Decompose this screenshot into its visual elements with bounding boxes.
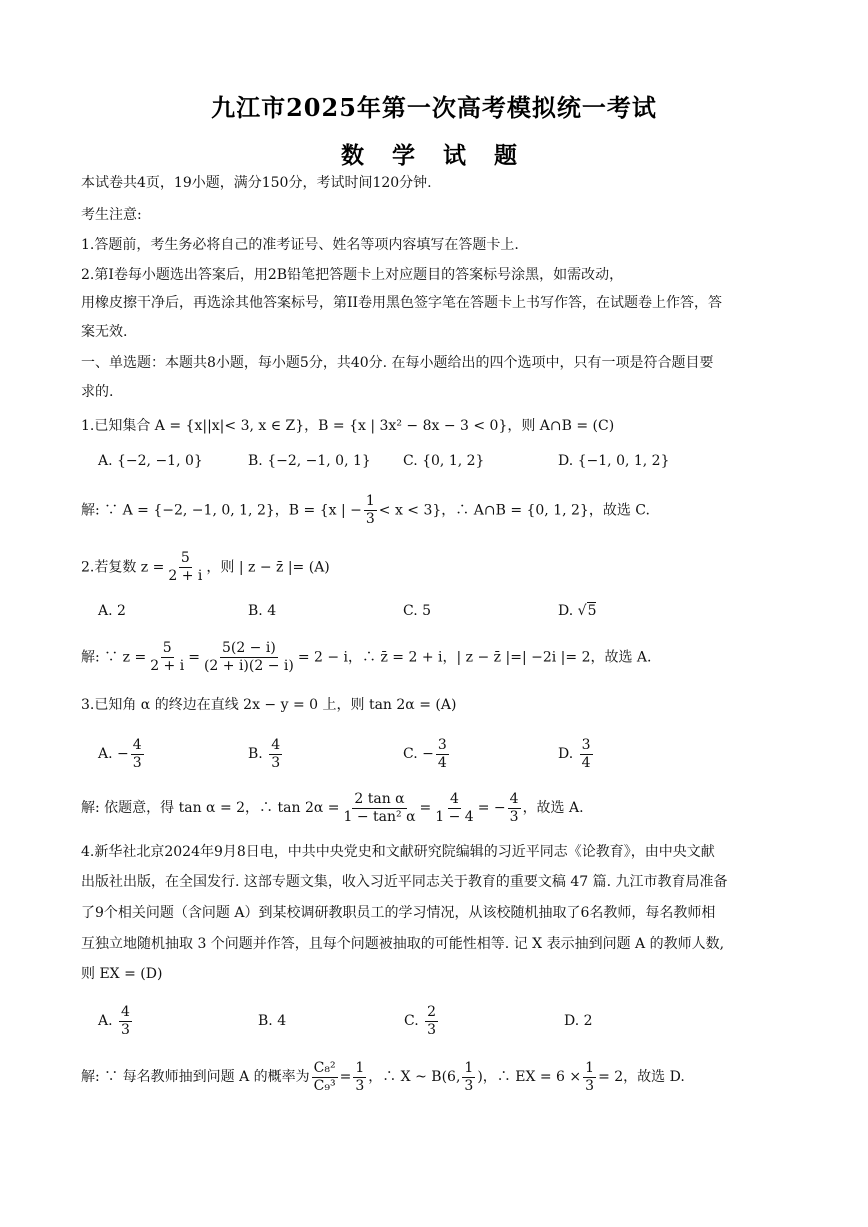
option-b: B. 4: [248, 603, 277, 619]
option-d: D. √5: [558, 603, 597, 619]
numerator: 4: [132, 736, 142, 753]
fraction: [580, 737, 593, 772]
question-3-stem: 3.已知角 α 的终边在直线 2x − y = 0 上，则 tan 2α = (A): [81, 697, 457, 713]
numerator: 5: [162, 640, 172, 656]
option-b: B. 4: [258, 1013, 287, 1029]
fraction: [269, 737, 282, 772]
solution-text: 解: ∵ z =: [81, 649, 147, 666]
notice-item-2-end: 案无效.: [81, 324, 128, 340]
denominator: 4: [581, 754, 591, 771]
option-label: D.: [558, 746, 578, 762]
option-a: A. 2: [98, 603, 126, 619]
numerator: 4: [450, 790, 459, 807]
option-label: C.: [404, 1013, 424, 1029]
intro-text: 本试卷共4页，19小题，满分150分，考试时间120分钟.: [81, 175, 432, 191]
solution-text: = −: [477, 800, 506, 816]
denominator: (2 + i)(2 − i): [203, 658, 294, 674]
option-c: C. 5: [403, 603, 432, 619]
option-a: [98, 1000, 134, 1042]
notice-item-2-cont: 用橡皮擦干净后，再选涂其他答案标号，第II卷用黑色签字笔在答题卡上书写作答，在试题卷上作答，答: [81, 295, 723, 311]
question-1-solution: [81, 493, 786, 528]
option-label: D.: [558, 603, 578, 619]
denominator: 2 + i: [150, 658, 185, 674]
denominator: 3: [427, 1021, 437, 1038]
question-2-stem: [81, 550, 786, 585]
solution-text: 解: 依题意，得 tan α = 2，∴ tan 2α =: [81, 800, 340, 816]
option-d: D. {−1, 0, 1, 2}: [558, 453, 670, 469]
sqrt-radicand: 5: [587, 603, 597, 619]
option-label: A.: [98, 1013, 118, 1029]
question-4-options: [98, 1000, 788, 1042]
fraction: [166, 550, 204, 585]
fraction: [353, 1060, 366, 1095]
numerator: 3: [437, 736, 447, 753]
solution-text: = 2，故选 D.: [598, 1069, 685, 1085]
notice-item-1: 1.答题前，考生务必将自己的准考证号、姓名等项内容填写在答题卡上.: [81, 237, 519, 253]
fraction: [583, 1060, 596, 1095]
question-2-solution: [81, 640, 786, 675]
option-label: B.: [248, 746, 268, 762]
question-2-options: [98, 603, 788, 637]
denominator: 1 − tan² α: [343, 808, 416, 825]
solution-text: ，∴ X ~ B(6,: [368, 1069, 461, 1085]
option-b: B. {−2, −1, 0, 1}: [248, 453, 371, 469]
fraction: [433, 791, 475, 826]
notice-heading: 考生注意:: [81, 207, 142, 223]
option-label: C. −: [403, 746, 434, 762]
question-3-solution: [81, 790, 786, 826]
denominator: 3: [509, 808, 519, 825]
question-4-stem-line-3: 了9个相关问题（含问题 A）到某校调研教职员工的学习情况，从该校随机抽取了6名教师，每名教师相: [81, 905, 716, 921]
option-a: [98, 734, 146, 774]
solution-text: = 2 − i，∴ z̄ = 2 + i，| z − z̄ |=| −2i |= 2，故选 A.: [297, 649, 652, 666]
solution-text: 解: ∵ A = {−2, −1, 0, 1, 2}，B = {x | −: [81, 502, 362, 519]
question-1-stem: 1.已知集合 A = {x||x|< 3, x ∈ Z}，B = {x | 3x² − 8x − 3 < 0}，则 A∩B = (C): [81, 418, 615, 434]
exam-title: 九江市2025年第一次高考模拟统一考试: [211, 93, 657, 122]
section-heading-cont: 求的.: [81, 384, 114, 400]
question-4-solution: [81, 1058, 786, 1096]
option-d: [558, 734, 595, 774]
question-4-stem-line-1: 4.新华社北京2024年9月8日电，中共中央党史和文献研究院编辑的习近平同志《论教育》，由中央文献: [81, 844, 715, 860]
fraction: [508, 791, 521, 826]
numerator: 1: [464, 1059, 474, 1076]
numerator: 4: [121, 1003, 130, 1020]
fraction: [119, 1004, 132, 1039]
option-label: A. −: [98, 746, 129, 762]
numerator: 5: [180, 550, 190, 566]
solution-text: )，∴ EX = 6 ×: [477, 1069, 582, 1085]
denominator: 3: [132, 754, 142, 771]
fraction: [202, 640, 296, 675]
question-1-options: [98, 453, 788, 487]
numerator: 4: [271, 736, 281, 753]
numerator: 2 tan α: [354, 790, 405, 807]
numerator: 1: [355, 1059, 365, 1076]
option-c: [403, 734, 451, 774]
stem-text: ，则 | z − z̄ |= (A): [206, 559, 330, 576]
section-heading: 一、单选题：本题共8小题，每小题5分，共40分. 在每小题给出的四个选项中，只有一项是符合题目要: [81, 355, 714, 371]
option-b: [248, 734, 284, 774]
option-d: D. 2: [564, 1013, 593, 1029]
fraction: [131, 737, 144, 772]
fraction: [436, 737, 449, 772]
denominator: C₉³: [313, 1077, 336, 1094]
numerator: C₈²: [313, 1059, 336, 1076]
fraction: [462, 1060, 475, 1095]
solution-text: 解: ∵ 每名教师抽到问题 A 的概率为: [81, 1069, 310, 1085]
question-4-stem-line-4: 互独立地随机抽取 3 个问题并作答，且每个问题被抽取的可能性相等. 记 X 表示抽到问题 A 的教师人数,: [81, 936, 725, 952]
notice-item-2: 2.第Ⅰ卷每小题选出答案后，用2B铅笔把答题卡上对应题目的答案标号涂黑，如需改动，: [81, 267, 624, 283]
denominator: 4: [437, 754, 447, 771]
question-4-stem-line-5: 则 EX = (D): [81, 966, 163, 982]
denominator: 3: [121, 1021, 130, 1038]
fraction: [341, 791, 417, 826]
fraction: [148, 640, 186, 675]
question-4-stem-line-2: 出版社出版，在全国发行. 这部专题文集，收入习近平同志关于教育的重要文稿 47 篇. 九江市教育局准备: [81, 874, 728, 890]
numerator: 1: [365, 493, 375, 509]
question-3-options: [98, 734, 788, 774]
numerator: 5(2 − i): [221, 640, 276, 656]
option-c: [404, 1000, 440, 1042]
denominator: 3: [355, 1077, 365, 1094]
exam-subtitle: 数 学 试 题: [340, 142, 528, 169]
solution-text: =: [419, 800, 432, 816]
denominator: 3: [585, 1077, 595, 1094]
solution-text: =: [339, 1069, 352, 1085]
numerator: 3: [581, 736, 591, 753]
denominator: 3: [365, 511, 375, 527]
option-a: A. {−2, −1, 0}: [98, 453, 203, 469]
denominator: 1 − 4: [435, 808, 474, 825]
solution-text: ，故选 A.: [522, 800, 584, 816]
denominator: 3: [271, 754, 281, 771]
stem-text: 2.若复数 z =: [81, 559, 165, 576]
numerator: 4: [509, 790, 519, 807]
denominator: 3: [464, 1077, 474, 1094]
option-c: C. {0, 1, 2}: [403, 453, 485, 469]
fraction: [364, 493, 377, 528]
solution-text: =: [188, 649, 200, 666]
denominator: 2 + i: [168, 568, 203, 584]
fraction: [425, 1004, 438, 1039]
numerator: 1: [585, 1059, 595, 1076]
solution-text: < x < 3}，∴ A∩B = {0, 1, 2}，故选 C.: [378, 502, 650, 519]
fraction: [312, 1060, 338, 1095]
numerator: 2: [427, 1003, 437, 1020]
